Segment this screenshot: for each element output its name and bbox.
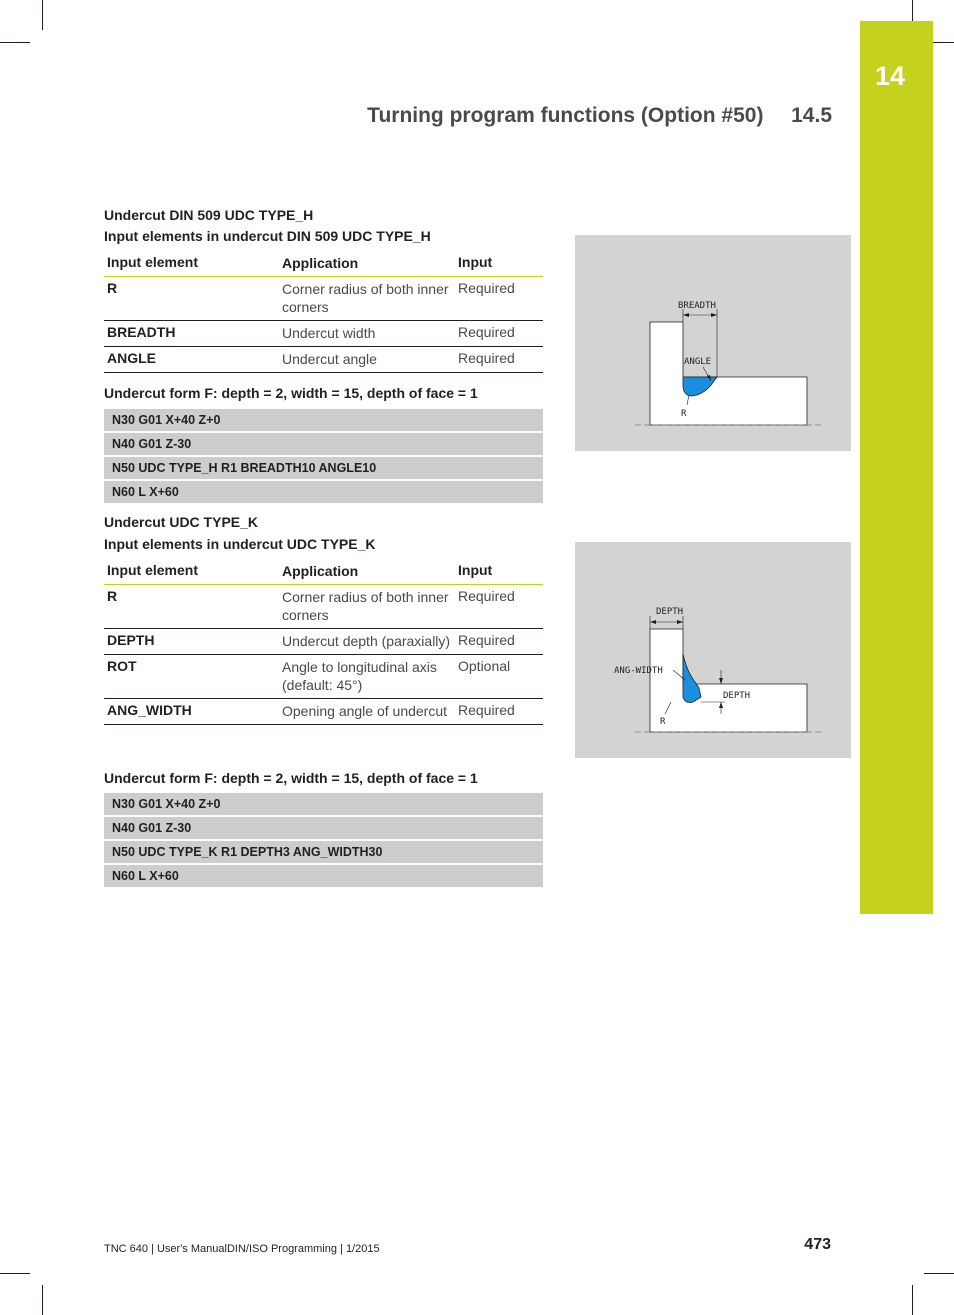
input-element-cell: DEPTH bbox=[107, 632, 155, 648]
crop-mark bbox=[42, 0, 43, 30]
column-header: Application bbox=[282, 563, 359, 579]
application-cell: Undercut depth (paraxially) bbox=[282, 633, 451, 649]
code-line: N30 G01 X+40 Z+0 bbox=[104, 409, 543, 431]
table-row bbox=[104, 321, 543, 347]
radius-label: R bbox=[660, 717, 666, 727]
radius-label: R bbox=[681, 409, 687, 419]
footer-text: TNC 640 | User's ManualDIN/ISO Programming | 1/2015 bbox=[104, 1243, 380, 1255]
undercut-h-figure bbox=[575, 235, 851, 451]
code-line: N50 UDC TYPE_K R1 DEPTH3 ANG_WIDTH30 bbox=[104, 841, 543, 863]
table-header-row bbox=[104, 559, 543, 585]
table-row bbox=[104, 655, 543, 699]
application-cell: Undercut angle bbox=[282, 351, 377, 367]
code-line: N60 L X+60 bbox=[104, 865, 543, 887]
undercut-h-diagram bbox=[575, 235, 851, 451]
input-cell: Required bbox=[458, 702, 515, 718]
crop-mark bbox=[0, 1273, 30, 1274]
table-row bbox=[104, 585, 543, 629]
breadth-label: BREADTH bbox=[678, 301, 716, 311]
table-row bbox=[104, 699, 543, 725]
section-h-title: Undercut DIN 509 UDC TYPE_H bbox=[104, 207, 314, 223]
section-k-example-title: Undercut form F: depth = 2, width = 15, depth of face = 1 bbox=[104, 770, 478, 786]
undercut-k-figure bbox=[575, 542, 851, 758]
table-row bbox=[104, 277, 543, 321]
input-element-cell: R bbox=[107, 588, 118, 604]
depth-right-label: DEPTH bbox=[723, 691, 751, 701]
section-k-table-title: Input elements in undercut UDC TYPE_K bbox=[104, 536, 376, 552]
input-element-cell: ANGLE bbox=[107, 350, 156, 366]
crop-mark bbox=[0, 42, 30, 43]
section-k-table bbox=[104, 559, 543, 725]
input-cell: Required bbox=[458, 350, 515, 366]
column-header: Application bbox=[282, 255, 359, 271]
input-cell: Required bbox=[458, 632, 515, 648]
column-header: Input bbox=[458, 562, 493, 578]
column-header: Input element bbox=[107, 254, 199, 270]
table-row bbox=[104, 629, 543, 655]
code-line: N40 G01 Z-30 bbox=[104, 817, 543, 839]
angle-label: ANGLE bbox=[684, 357, 712, 367]
header-title: Turning program functions (Option #50) bbox=[367, 104, 764, 127]
column-header: Input bbox=[458, 254, 493, 270]
input-element-cell: ROT bbox=[107, 658, 137, 674]
section-h-example-title: Undercut form F: depth = 2, width = 15, depth of face = 1 bbox=[104, 385, 478, 401]
application-cell: Opening angle of undercut bbox=[282, 703, 448, 719]
header-section: 14.5 bbox=[791, 104, 832, 127]
input-element-cell: ANG_WIDTH bbox=[107, 702, 192, 718]
input-element-cell: R bbox=[107, 280, 118, 296]
table-row bbox=[104, 347, 543, 373]
code-line: N50 UDC TYPE_H R1 BREADTH10 ANGLE10 bbox=[104, 457, 543, 479]
input-cell: Optional bbox=[458, 658, 511, 674]
code-line: N60 L X+60 bbox=[104, 481, 543, 503]
input-cell: Required bbox=[458, 280, 515, 296]
code-line: N40 G01 Z-30 bbox=[104, 433, 543, 455]
application-cell: Angle to longitudinal axis (default: 45°) bbox=[282, 659, 437, 693]
application-cell: Corner radius of both inner corners bbox=[282, 589, 449, 623]
crop-mark bbox=[42, 1285, 43, 1315]
chapter-number: 14 bbox=[874, 61, 906, 91]
section-h-table bbox=[104, 251, 543, 373]
page-number: 473 bbox=[804, 1236, 831, 1253]
input-cell: Required bbox=[458, 324, 515, 340]
section-k-title: Undercut UDC TYPE_K bbox=[104, 514, 259, 530]
application-cell: Undercut width bbox=[282, 325, 376, 341]
crop-mark bbox=[912, 1285, 913, 1315]
application-cell: Corner radius of both inner corners bbox=[282, 281, 449, 315]
input-cell: Required bbox=[458, 588, 515, 604]
input-element-cell: BREADTH bbox=[107, 324, 176, 340]
section-h-table-title: Input elements in undercut DIN 509 UDC TYPE_H bbox=[104, 228, 431, 244]
undercut-k-diagram bbox=[575, 542, 851, 758]
section-h-code-block bbox=[104, 409, 543, 505]
chapter-tab bbox=[860, 21, 933, 914]
ang-width-label: ANG-WIDTH bbox=[614, 666, 663, 676]
code-line: N30 G01 X+40 Z+0 bbox=[104, 793, 543, 815]
table-header-row bbox=[104, 251, 543, 277]
column-header: Input element bbox=[107, 562, 199, 578]
crop-mark bbox=[924, 1273, 954, 1274]
section-k-code-block bbox=[104, 793, 543, 889]
depth-top-label: DEPTH bbox=[656, 607, 684, 617]
running-header bbox=[367, 104, 832, 128]
